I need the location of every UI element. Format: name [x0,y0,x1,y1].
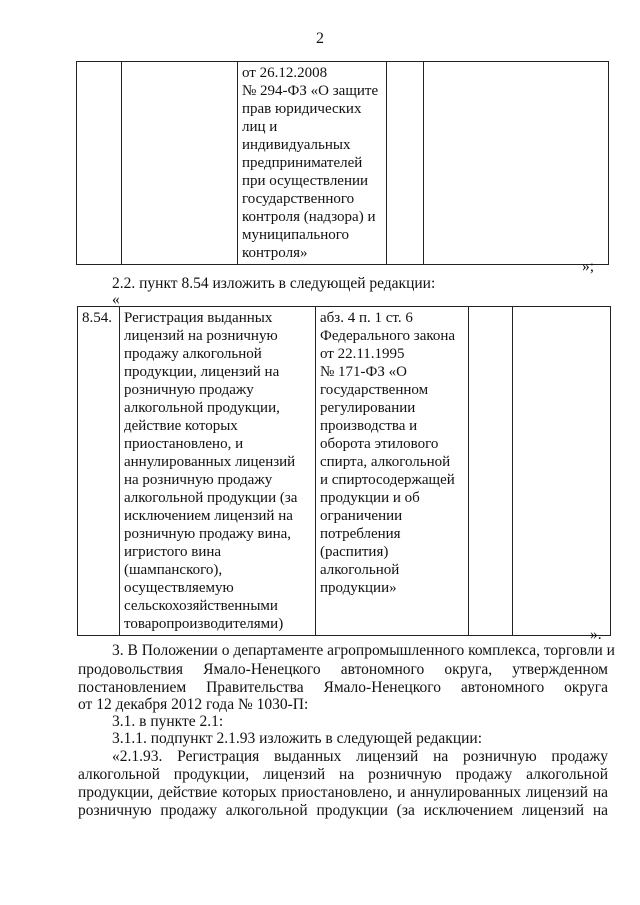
table-cell-basis: от 26.12.2008 № 294-ФЗ «О защите прав юридических лиц и индивидуальных предпринимателей при осуществлении государственного контроля (надзора) и муниципального контроля» [238,62,387,265]
table-cell-empty [424,62,609,265]
table-continuation [76,61,609,265]
para2193-line3: продукции, действие которых приостановлено, и аннулированных лицензий на [78,784,608,801]
item-3-1: 3.1. в пункте 2.1: [112,713,224,730]
table-cell-empty [122,62,238,265]
closing-quote-1: »; [582,258,595,275]
table-cell-basis: абз. 4 п. 1 ст. 6 Федерального закона от 22.11.1995 № 171-ФЗ «О государственном регулировании производства и оборота этилового спирта, алкогольной и спиртосодержащей продукции и об ограничении потребления (распития) алкогольной продукции» [316,307,469,636]
page-number: 2 [316,30,324,47]
closing-quote-2: ». [590,626,602,643]
table-cell-empty [469,307,513,636]
item-3-1-1: 3.1.1. подпункт 2.1.93 изложить в следующей редакции: [112,730,483,747]
para2193-line4: розничную продажу алкогольной продукции (за исключением лицензий на [78,802,608,819]
para3-line1: 3. В Положении о департаменте агропромышленного комплекса, торговли и [112,642,615,659]
table-cell-empty [387,62,424,265]
para3-line2: продовольствия Ямало-Ненецкого автономного округа, утвержденном [78,661,608,678]
item-2-2: 2.2. пункт 8.54 изложить в следующей редакции: [112,275,436,292]
table-8-54 [77,306,611,636]
para2193-line2: алкогольной продукции, лицензий на розничную продажу алкогольной [78,766,608,783]
table-cell-empty [513,307,611,636]
open-quote: « [112,291,120,308]
table-cell-number: 8.54. [78,307,120,636]
table-cell-name: Регистрация выданных лицензий на розничную продажу алкогольной продукции, лицензий на розничную продажу алкогольной продукции, действие которых приостановлено, и аннулированных лицензий на розничную продажу алкогольной продукции (за исключением лицензий на розничную продажу вина, игристого вина (шампанского), осуществляемую сельскохозяйственными товаропроизводителями) [120,307,316,636]
para2193-line1: «2.1.93. Регистрация выданных лицензий на розничную продажу [112,748,608,765]
table-cell-empty [77,62,122,265]
para3-line3: постановлением Правительства Ямало-Ненецкого автономного округа [78,679,608,696]
para3-line4: от 12 декабря 2012 года № 1030-П: [78,696,309,713]
